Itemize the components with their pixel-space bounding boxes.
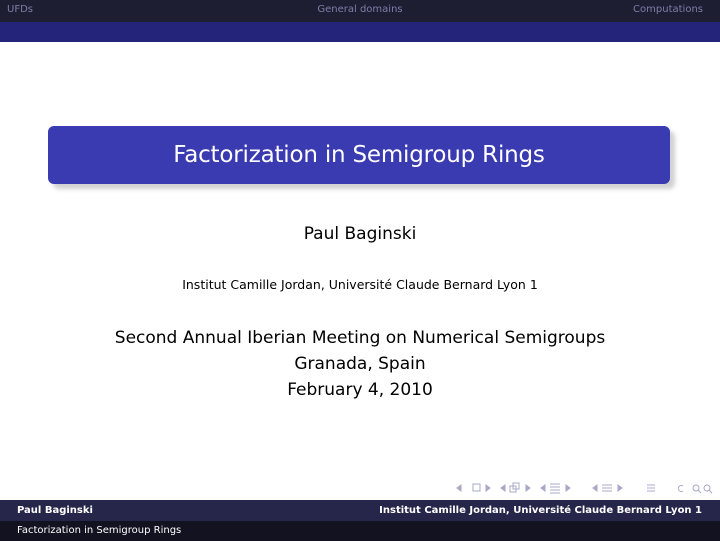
frame-icon[interactable] [473,484,490,491]
institute: Institut Camille Jordan, Université Claude Bernard Lyon 1 [182,277,538,292]
event-name: Second Annual Iberian Meeting on Numerical Semigroups [114,328,606,348]
nav-section-ufds[interactable]: UFDs [7,4,33,15]
nav-section-general-domains[interactable]: General domains [317,4,403,15]
navigation-symbols [452,481,717,495]
footer-lower [0,521,720,541]
section-icon[interactable] [501,483,530,492]
subsection-icon[interactable] [541,484,570,493]
slide-title: Factorization in Semigroup Rings [173,142,545,168]
event-info [0,325,720,403]
first-frame-icon[interactable] [457,485,461,491]
align-icon[interactable] [647,485,655,491]
title-box [48,126,670,184]
event-date: February 4, 2010 [287,380,433,400]
search-icon[interactable] [678,485,712,493]
footer-upper [0,500,720,521]
nav-section-computations[interactable]: Computations [633,4,703,15]
footer-institute: Institut Camille Jordan, Université Claude Bernard Lyon 1 [379,505,702,516]
equation-icon[interactable] [593,485,622,491]
event-location: Granada, Spain [294,354,426,374]
author: Paul Baginski [303,224,417,244]
footer-author: Paul Baginski [17,505,93,516]
header-band [0,22,720,42]
section-navigation-bar [0,0,720,22]
footer-short-title: Factorization in Semigroup Rings [17,525,182,536]
